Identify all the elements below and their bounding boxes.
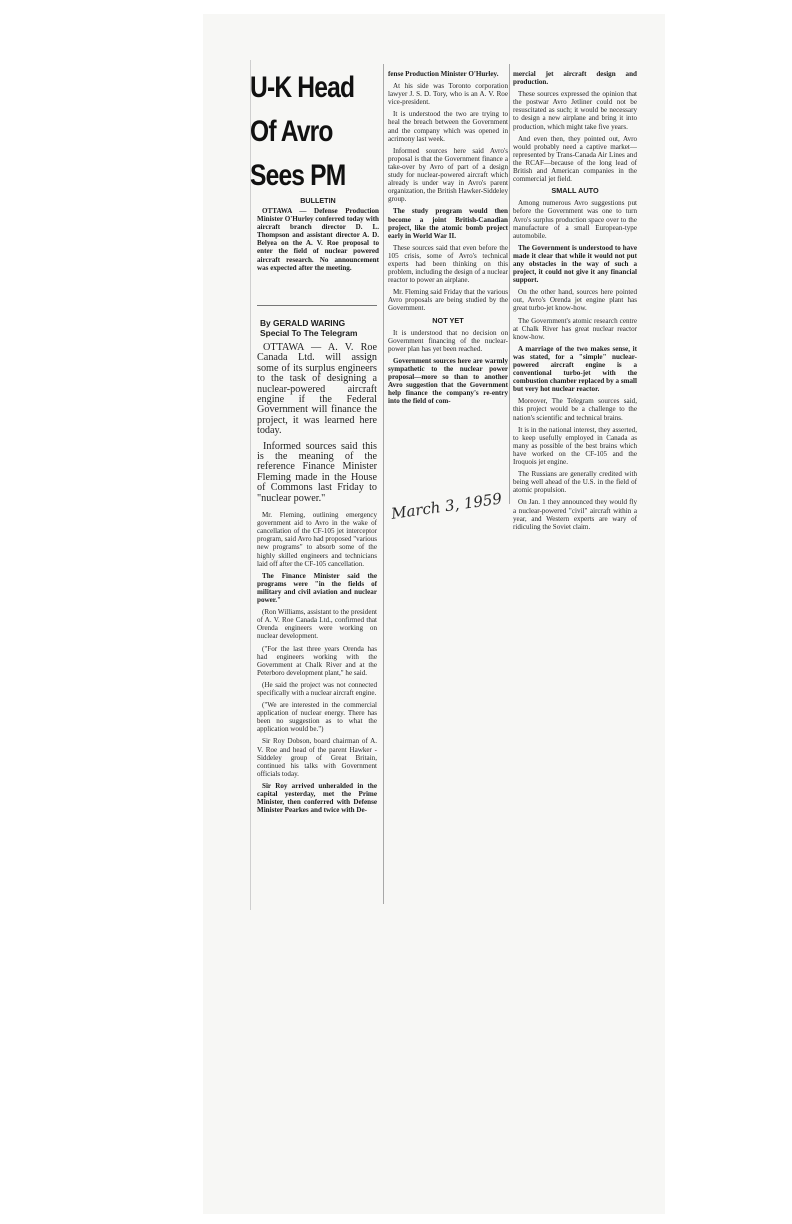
handwritten-date: March 3, 1959 xyxy=(390,489,503,523)
byline xyxy=(260,318,357,338)
bulletin-label: BULLETIN xyxy=(300,196,336,205)
article-paragraph: fense Production Minister O'Hurley. xyxy=(388,70,499,78)
article-paragraph: mercial jet aircraft design and production. xyxy=(513,70,637,87)
article-paragraph: The study program would then become a joint British-Canadian project, like the atomic bomb project early in World War II. xyxy=(388,207,508,240)
article-paragraph: The Government's atomic research centre at Chalk River has great nuclear reactor know-how. xyxy=(513,316,637,341)
article-paragraph: Mr. Fleming said Friday that the various Avro proposals are being studied by the Government. xyxy=(388,288,508,313)
article-paragraph: It is in the national interest, they asserted, to keep usefully employed in Canada as many as possible of the best brains which have worked on the CF-105 and the Iroquois jet engine. xyxy=(513,425,637,467)
section-subhead: SMALL AUTO xyxy=(551,186,599,196)
headline-line-2: Of Avro xyxy=(250,115,333,148)
article-paragraph: Government sources here are warmly sympathetic to the nuclear power proposal—more so than to another Avro suggestion that the Government help finance the company's re-entry into the field of com- xyxy=(388,356,508,406)
article-paragraph: Sir Roy arrived unheralded in the capital yesterday, met the Prime Minister, then conferred with Defense Minister Pearkes and twice with De- xyxy=(257,781,377,815)
column-rule xyxy=(509,64,510,504)
article-paragraph: ("For the last three years Orenda has had engineers working with the Government at Chalk River and at the Peterboro development plant," he said. xyxy=(257,644,377,677)
lead-paragraph: OTTAWA — A. V. Roe Canada Ltd. will assign some of its surplus engineers to the task of designing a nuclear-powered aircraft engine if the Federal Government will finance the project, it was learned here today. xyxy=(257,342,377,437)
article-column-2 xyxy=(388,70,508,409)
article-paragraph: Mr. Fleming, outlining emergency government aid to Avro in the wake of cancellation of the CF-105 jet interceptor program, said Avro had proposed "various new programs" to absorb some of the highly skilled engineers and technicians laid off after the CF-105 cancellation. xyxy=(257,511,377,568)
article-paragraph: (Ron Williams, assistant to the president of A. V. Roe Canada Ltd., confirmed that Orenda engineers were working on nuclear development. xyxy=(257,608,377,641)
column-rule xyxy=(383,64,384,904)
article-paragraph: It is understood that no decision on Government financing of the nuclear-power plan has yet been reached. xyxy=(388,328,508,353)
section-subhead: NOT YET xyxy=(432,315,464,325)
article-paragraph: The Government is understood to have made it clear that while it would not put any obstacles in the way of such a project, it could not give it any financial support. xyxy=(513,243,637,285)
article-paragraph: And even then, they pointed out, Avro would probably need a captive market—represented by Trans-Canada Air Lines and the RCAF—because of the long lead of British and American companies in the commercial jet field. xyxy=(513,134,637,184)
headline xyxy=(250,66,353,198)
article-column-3 xyxy=(513,70,637,535)
article-paragraph: These sources said that even before the 105 crisis, some of Avro's technical experts had been thinking on this problem, including the design of a nuclear reactor to power an airplane. xyxy=(388,243,508,285)
article-paragraph: These sources expressed the opinion that the postwar Avro Jetliner could not be resuscitated as such; it would be necessary to design a new airplane and bring it into production, which might take five years. xyxy=(513,90,637,131)
article-paragraph: Moreover, The Telegram sources said, this project would be a challenge to the nation's scientific and technical brains. xyxy=(513,397,637,422)
byline-author: By GERALD WARING xyxy=(260,318,346,328)
article-column-1 xyxy=(257,511,377,818)
lead-paragraph: Informed sources said this is the meaning of the reference Finance Minister Fleming made in the House of Commons last Friday to "nuclear power." xyxy=(257,440,377,504)
article-paragraph: A marriage of the two makes sense, it was stated, for a "simple" nuclear-powered aircraft engine is a conventional turbo-jet with the combustion chamber replaced by a small but very hot nuclear reactor. xyxy=(513,344,637,394)
bulletin-divider xyxy=(257,305,377,306)
article-paragraph: On the other hand, sources here pointed out, Avro's Orenda jet engine plant has great turbo-jet know-how. xyxy=(513,288,637,313)
article-paragraph: ("We are interested in the commercial application of nuclear energy. There has been no suggestion as to what the application would be.") xyxy=(257,701,377,734)
article-paragraph: Sir Roy Dobson, board chairman of A. V. Roe and head of the parent Hawker - Siddeley group of Great Britain, continued his talks with Government officials today. xyxy=(257,737,377,778)
byline-source: Special To The Telegram xyxy=(260,328,358,338)
article-paragraph: It is understood the two are trying to heal the breach between the Government and the company which was opened in acrimony last week. xyxy=(388,110,508,143)
article-paragraph: Informed sources here said Avro's proposal is that the Government finance a take-over by Avro of part of a design study for nuclear-powered aircraft which already is under way in Avro's parent organization, the British Hawker-Siddeley group. xyxy=(388,146,508,204)
article-paragraph: The Finance Minister said the programs were "in the fields of military and civil aviation and nuclear power." xyxy=(257,571,377,605)
lead-paragraphs xyxy=(257,343,377,509)
bulletin-text: OTTAWA — Defense Production Minister O'Hurley conferred today with aircraft branch director D. L. Thompson and assistant director A. D. Belyea on the A. V. Roe proposal to enter the field of nuclear powered aircraft research. No announcement was expected after the meeting. xyxy=(257,207,379,272)
article-paragraph: On Jan. 1 they announced they would fly a nuclear-powered "civil" aircraft within a year, and Western experts are wary of ridiculing the Soviet claim. xyxy=(513,498,637,531)
article-paragraph: The Russians are generally credited with being well ahead of the U.S. in the field of atomic propulsion. xyxy=(513,470,637,495)
headline-line-1: U-K Head xyxy=(250,71,355,104)
headline-line-3: Sees PM xyxy=(250,159,346,192)
article-paragraph: Among numerous Avro suggestions put before the Government was one to turn Avro's surplus production space over to the manufacture of a small European-type automobile. xyxy=(513,199,637,240)
article-paragraph: (He said the project was not connected specifically with a nuclear aircraft engine. xyxy=(257,680,377,697)
article-paragraph: At his side was Toronto corporation lawyer J. S. D. Tory, who is an A. V. Roe vice-president. xyxy=(388,82,508,107)
bulletin-box xyxy=(257,196,379,272)
